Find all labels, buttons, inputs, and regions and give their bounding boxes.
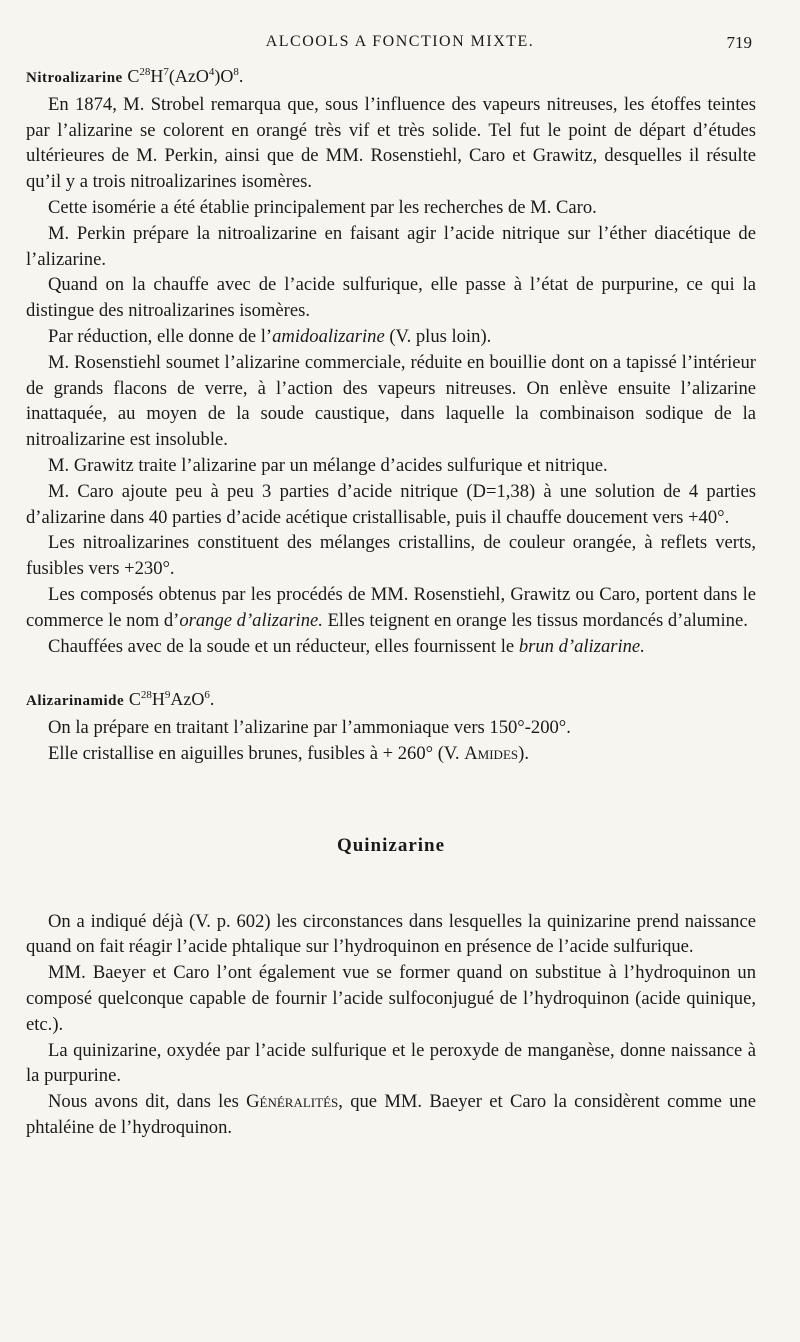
running-title: ALCOOLS A FONCTION MIXTE. <box>265 33 535 50</box>
generalites-reference: Généralités <box>246 1091 339 1113</box>
quini-paragraph-3: La quinizarine, oxydée par l’acide sulfurique et le peroxyde de manganèse, donne naissance à la purpurine. <box>26 1039 756 1087</box>
nitro-paragraph-6: M. Rosenstiehl soumet l’alizarine commerciale, réduite en bouillie dont on a tapissé l’intérieur de grands flacons de verre, à l’action des vapeurs nitreuses. On enlève ensuite l’alizarine inattaquée, au moyen de la soude caustique, dans laquelle la combinaison sodique de la nitroalizarine est insoluble. <box>26 351 756 451</box>
nitro-paragraph-7: M. Grawitz traite l’alizarine par un mélange d’acides sulfurique et nitrique. <box>48 454 608 476</box>
amidoalizarine-term: amidoalizarine <box>272 325 385 347</box>
page-number: 719 <box>726 33 752 52</box>
nitro-paragraph-8: M. Caro ajoute peu à peu 3 parties d’acide nitrique (D=1,38) à une solution de 4 parties d’alizarine dans 40 parties d’acide acétique cristallisable, puis il chauffe doucement vers +40°. <box>26 480 756 528</box>
nitro-paragraph-10: Les composés obtenus par les procédés de MM. Rosenstiehl, Grawitz ou Caro, portent dans le commerce le nom d’orange d’alizarine. Elles teignent en orange les tissus mordancés d’alumine. <box>26 583 756 631</box>
brun-alizarine-term: brun d’alizarine. <box>518 635 645 657</box>
quinizarine-title: Quinizarine <box>336 834 446 856</box>
page-body <box>26 64 756 1141</box>
amide-paragraph-2: Elle cristallise en aiguilles brunes, fusibles à + 260° (V. Amides). <box>48 742 529 764</box>
amide-formula: $C^{28}H^9AzO^6$. <box>128 689 215 710</box>
quini-paragraph-4: Nous avons dit, dans les Généralités, que MM. Baeyer et Caro la considèrent comme une phtaléine de l’hydroquinon. <box>26 1091 756 1138</box>
amide-heading-line <box>26 687 756 715</box>
nitro-paragraph-11: Chauffées avec de la soude et un réducteur, elles fournissent le brun d’alizarine. <box>48 635 645 657</box>
quini-paragraph-2: MM. Baeyer et Caro l’ont également vue se former quand on substitue à l’hydroquinon un composé quelconque capable de fournir l’acide sulfoconjugué de l’hydroquinon (acide quinique, etc.). <box>26 962 756 1035</box>
nitro-paragraph-1: En 1874, M. Strobel remarqua que, sous l’influence des vapeurs nitreuses, les étoffes teintes par l’alizarine se colorent en orangé très vif et très solide. Tel fut le point de départ d’études ultérieures de M. Perkin, ainsi que de MM. Rosenstiehl, Caro et Grawitz, desquelles il résulte qu’il y a trois nitroalizarines isomères. <box>26 93 756 193</box>
nitro-paragraph-2: Cette isomérie a été établie principalement par les recherches de M. Caro. <box>48 196 597 218</box>
nitro-paragraph-5: Par réduction, elle donne de l’amidoalizarine (V. plus loin). <box>48 325 492 347</box>
nitro-paragraph-3: M. Perkin prépare la nitroalizarine en faisant agir l’acide nitrique sur l’éther diacétique de l’alizarine. <box>26 222 756 270</box>
orange-alizarine-term: orange d’alizarine. <box>179 609 323 631</box>
amide-paragraph-1: On la prépare en traitant l’alizarine par l’ammoniaque vers 150°-200°. <box>48 717 571 739</box>
amide-heading: Alizarinamide <box>26 693 125 710</box>
section-spacer <box>26 659 756 687</box>
nitro-formula: $C^{28}H^7(AzO^4)O^8$. <box>127 66 244 86</box>
nitro-heading: Nitroalizarine <box>26 70 123 86</box>
amides-reference: Amides <box>464 742 519 764</box>
nitro-heading-line <box>26 64 756 92</box>
nitro-paragraph-4: Quand on la chauffe avec de l’acide sulfurique, elle passe à l’état de purpurine, ce qui la distingue des nitroalizarines isomères. <box>26 274 756 322</box>
nitro-paragraph-9: Les nitroalizarines constituent des mélanges cristallins, de couleur orangée, à reflets verts, fusibles vers +230°. <box>26 532 756 580</box>
quini-paragraph-1: On a indiqué déjà (V. p. 602) les circonstances dans lesquelles la quinizarine prend naissance quand on fait réagir l’acide phtalique sur l’hydroquinon en présence de l’acide sulfurique. <box>26 910 756 958</box>
page-header <box>0 33 800 57</box>
